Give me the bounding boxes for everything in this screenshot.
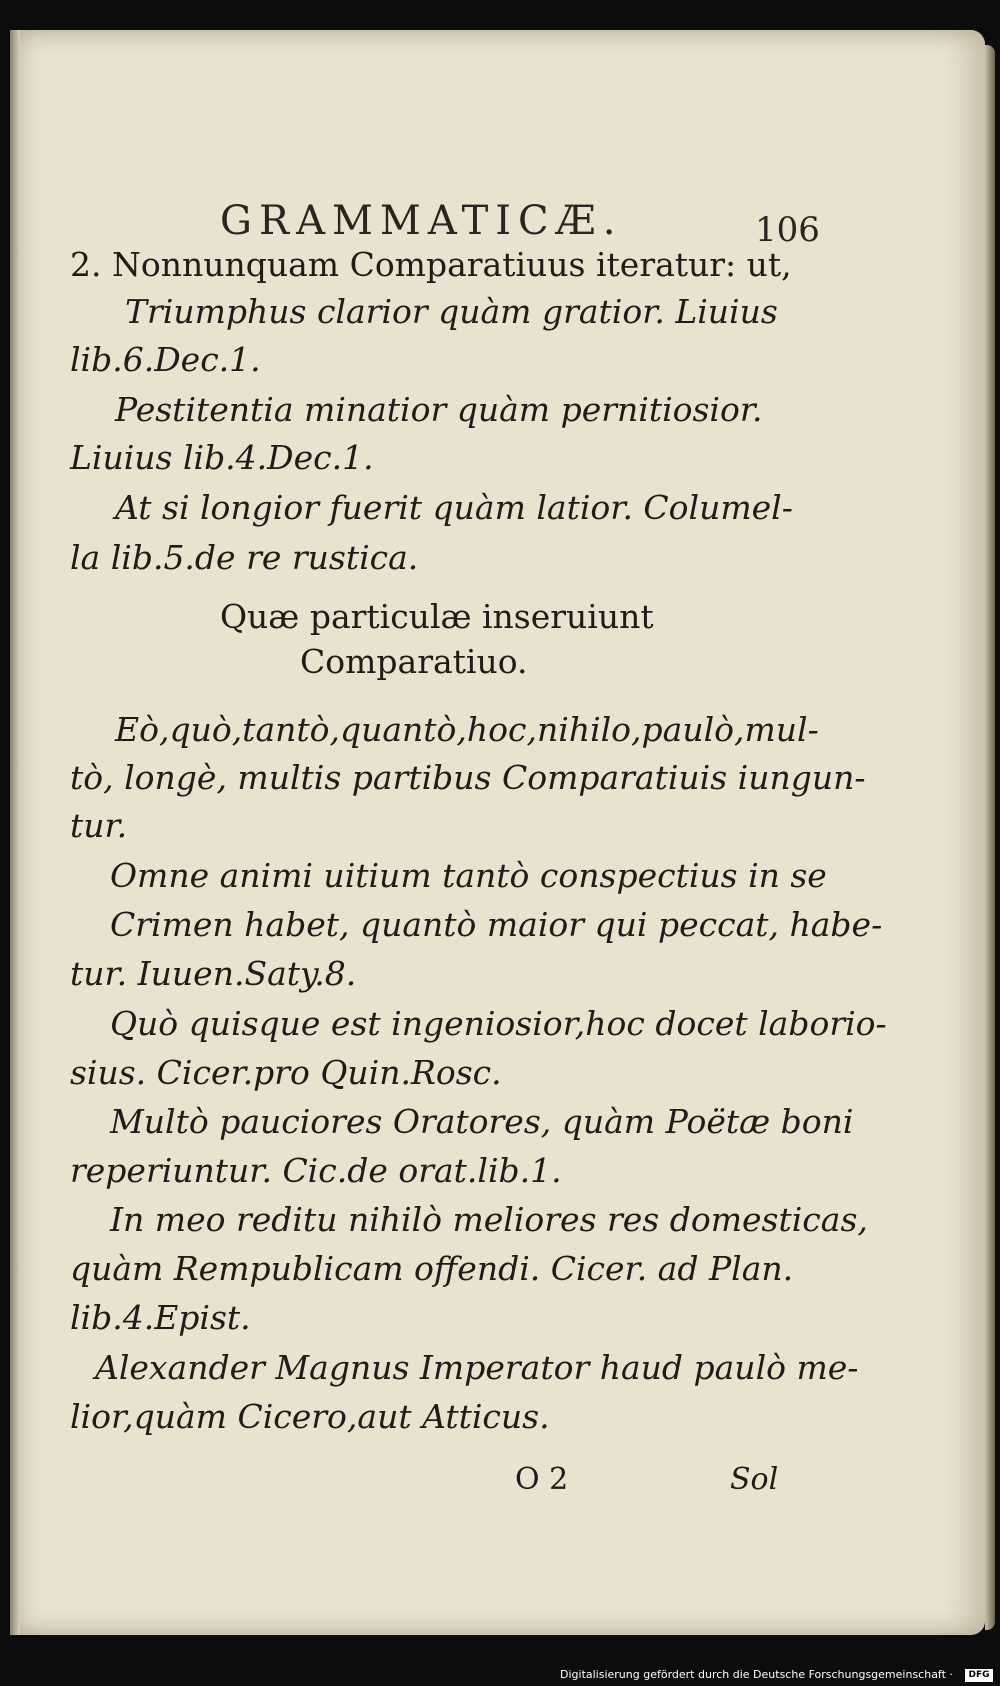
page-gutter-shadow bbox=[10, 30, 20, 1635]
page-edge bbox=[985, 45, 995, 1630]
text-line: reperiuntur. Cic.de orat.lib.1. bbox=[70, 1151, 562, 1190]
running-title: GRAMMATICÆ. bbox=[220, 198, 623, 244]
text-line: Eò,quò,tantò,quantò,hoc,nihilo,paulò,mul- bbox=[115, 710, 819, 749]
text-line: Quò quisque est ingeniosior,hoc docet laborio- bbox=[110, 1004, 887, 1043]
text-line: tur. bbox=[70, 806, 128, 845]
text-line: Liuius lib.4.Dec.1. bbox=[70, 438, 374, 477]
signature-mark: O 2 bbox=[515, 1462, 569, 1497]
page-number: 106 bbox=[755, 210, 820, 250]
text-line: lior,quàm Cicero,aut Atticus. bbox=[70, 1397, 550, 1436]
text-line: Alexander Magnus Imperator haud paulò me- bbox=[95, 1348, 859, 1387]
text-line: tur. Iuuen.Saty.8. bbox=[70, 954, 357, 993]
text-line: Multò pauciores Oratores, quàm Poëtæ boni bbox=[110, 1102, 854, 1141]
text-line: sius. Cicer.pro Quin.Rosc. bbox=[70, 1053, 502, 1092]
book-page bbox=[10, 30, 985, 1635]
section-heading: Quæ particulæ inseruiunt bbox=[220, 597, 654, 636]
catchword: Sol bbox=[730, 1462, 779, 1497]
text-line: la lib.5.de re rustica. bbox=[70, 538, 419, 577]
digitization-credit: Digitalisierung gefördert durch die Deutsche Forschungsgemeinschaft · bbox=[560, 1668, 953, 1681]
text-line: tò, longè, multis partibus Comparatiuis iungun- bbox=[70, 758, 866, 797]
text-line: At si longior fuerit quàm latior. Columel- bbox=[115, 488, 793, 527]
section-heading: Comparatiuo. bbox=[300, 642, 528, 681]
text-line: Omne animi uitium tantò conspectius in se bbox=[110, 856, 827, 895]
text-line: quàm Rempublicam offendi. Cicer. ad Plan. bbox=[70, 1249, 794, 1288]
text-line: In meo reditu nihilò meliores res domesticas, bbox=[110, 1200, 868, 1239]
text-line: Pestitentia minatior quàm pernitiosior. bbox=[115, 390, 763, 429]
text-line: 2. Nonnunquam Comparatiuus iteratur: ut, bbox=[70, 245, 792, 284]
text-line: lib.4.Epist. bbox=[70, 1298, 251, 1337]
dfg-logo: DFG bbox=[965, 1669, 993, 1682]
text-line: Crimen habet, quantò maior qui peccat, habe- bbox=[110, 905, 883, 944]
text-line: Triumphus clarior quàm gratior. Liuius bbox=[125, 292, 778, 331]
text-line: lib.6.Dec.1. bbox=[70, 340, 261, 379]
